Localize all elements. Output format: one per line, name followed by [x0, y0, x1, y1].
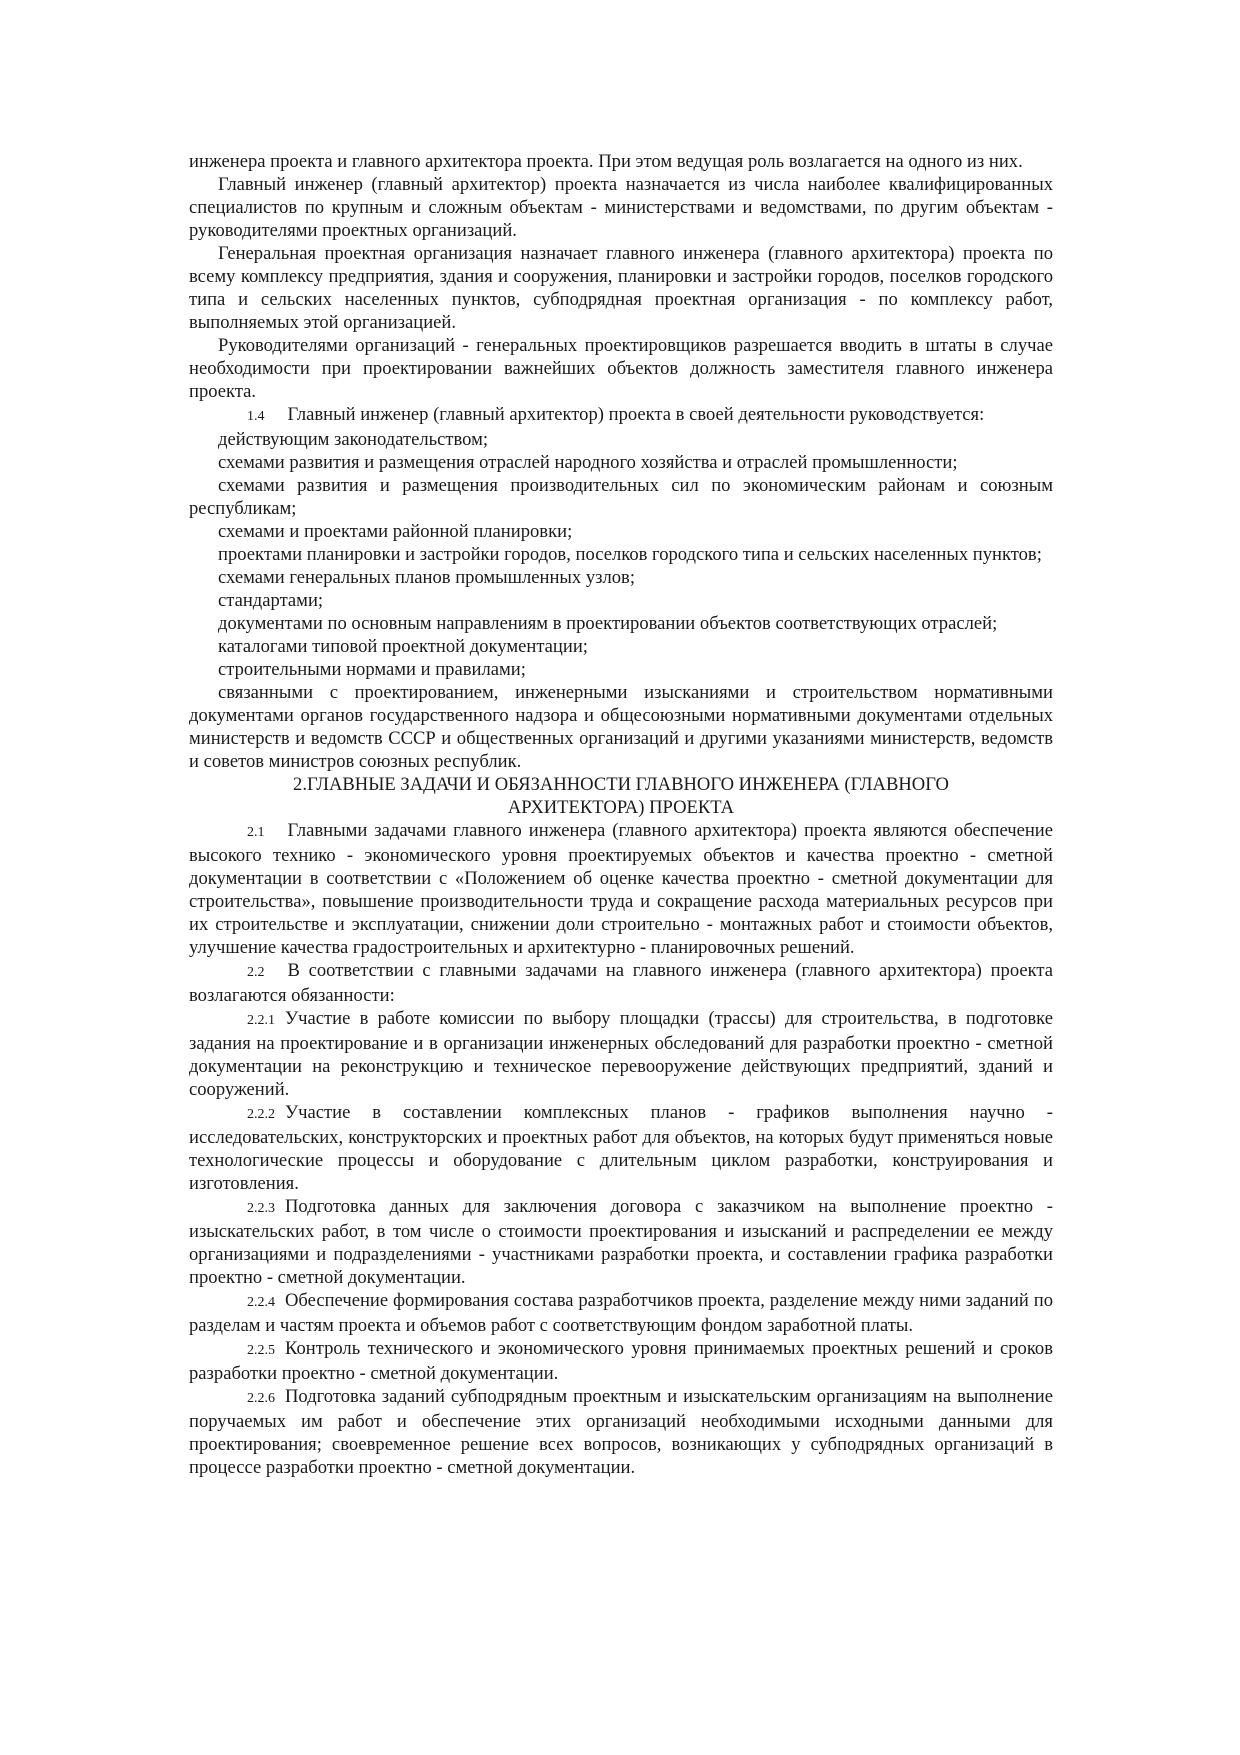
guided-by-item: схемами развития и размещения производительных сил по экономическим районам и союзным республикам;: [189, 475, 1053, 519]
clause-2-2-4: [189, 1289, 1053, 1337]
clause-number: 2.2: [247, 965, 265, 980]
clause-text: Участие в составлении комплексных планов - графиков выполнения научно - исследовательских, конструкторских и проектных работ для объектов, на которых будут применяться новые технологические процессы и оборудование с длительным циклом разработки, конструирования и изготовления.: [189, 1102, 1053, 1194]
clause-number: 2.2.4: [247, 1295, 275, 1310]
clause-text: В соответствии с главными задачами на главного инженера (главного архитектора) проекта возлагаются обязанности:: [189, 960, 1053, 1006]
clause-2-1: [189, 819, 1053, 959]
guided-by-item: связанными с проектированием, инженерными изысканиями и строительством нормативными документами органов государственного надзора и общесоюзными нормативными документами отдельных министерств и ведомств СССР и общественных организаций и другими указаниями министерств, ведомств и советов министров союзных республик.: [189, 682, 1053, 772]
clause-number: 2.2.5: [247, 1343, 275, 1358]
clause-text: Главными задачами главного инженера (главного архитектора) проекта являются обеспечение высокого технико - экономического уровня проектируемых объектов и качества проектно - сметной документации в соответствии с «Положением об оценке качества проектно - сметной документации для строительства», повышение производительности труда и сокращение расхода материальных ресурсов при их строительстве и эксплуатации, снижении доли строительно - монтажных работ и стоимости объектов, улучшение качества градостроительных и архитектурно - планировочных решений.: [189, 820, 1053, 958]
clause-2-2-1: [189, 1007, 1053, 1101]
clause-number: 2.2.3: [247, 1201, 275, 1216]
clause-text: Главный инженер (главный архитектор) проекта в своей деятельности руководствуется:: [287, 404, 985, 425]
clause-number: 2.2.2: [247, 1107, 275, 1122]
guided-by-item: строительными нормами и правилами;: [218, 659, 526, 680]
clause-number: 2.1: [247, 825, 265, 840]
clause-text: Подготовка заданий субподрядным проектным и изыскательским организациям на выполнение поручаемых им работ и обеспечение этих организаций необходимыми исходными данными для проектирования; своевременное решение всех вопросов, возникающих у субподрядных организаций в процессе разработки проектно - сметной документации.: [189, 1386, 1053, 1478]
guided-by-item: стандартами;: [218, 590, 324, 611]
clause-text: Участие в работе комиссии по выбору площадки (трассы) для строительства, в подготовке задания на проектирование и в организации инженерных обследований для разработки проектно - сметной документации на реконструкцию и техническое перевооружение действующих предприятий, зданий и сооружений.: [189, 1008, 1053, 1100]
clause-number: 1.4: [247, 409, 265, 424]
clause-2-2: [189, 959, 1053, 1007]
section-2-heading: 2.ГЛАВНЫЕ ЗАДАЧИ И ОБЯЗАННОСТИ ГЛАВНОГО ИНЖЕНЕРА (ГЛАВНОГО АРХИТЕКТОРА) ПРОЕКТА: [293, 774, 949, 818]
clause-number: 2.2.1: [247, 1013, 275, 1028]
guided-by-item: схемами и проектами районной планировки;: [218, 521, 573, 542]
guided-by-item: проектами планировки и застройки городов, поселков городского типа и сельских населенных пунктов;: [218, 544, 1042, 565]
clause-text: Обеспечение формирования состава разработчиков проекта, разделение между ними заданий по разделам и частям проекта и объемов работ с соответствующим фондом заработной платы.: [189, 1290, 1053, 1336]
guided-by-item: действующим законодательством;: [218, 429, 489, 450]
clause-2-2-6: [189, 1385, 1053, 1479]
guided-by-item: схемами развития и размещения отраслей народного хозяйства и отраслей промышленности;: [218, 452, 958, 473]
clause-1-4: [189, 403, 1053, 428]
clause-2-2-5: [189, 1337, 1053, 1385]
clause-text: Подготовка данных для заключения договора с заказчиком на выполнение проектно - изыскательских работ, в том числе о стоимости проектирования и изысканий и распределении ее между организациями и подразделениями - участниками разработки проекта, и составлении графика разработки проектно - сметной документации.: [189, 1196, 1053, 1288]
paragraph-appointment: Главный инженер (главный архитектор) проекта назначается из числа наиболее квалифицированных специалистов по крупным и сложным объектам - министерствами и ведомствами, по другим объектам - руководителями проектных организаций.: [189, 174, 1053, 241]
guided-by-item: документами по основным направлениям в проектировании объектов соответствующих отраслей;: [218, 613, 998, 634]
clause-2-2-2: [189, 1101, 1053, 1195]
paragraph-general-organization: Генеральная проектная организация назначает главного инженера (главного архитектора) проекта по всему комплексу предприятия, здания и сооружения, планировки и застройки городов, поселков городского типа и сельских населенных пунктов, субподрядная проектная организация - по комплексу работ, выполняемых этой организацией.: [189, 243, 1053, 333]
clause-number: 2.2.6: [247, 1391, 275, 1406]
guided-by-item: каталогами типовой проектной документации;: [218, 636, 588, 657]
guided-by-item: схемами генеральных планов промышленных узлов;: [218, 567, 636, 588]
paragraph-deputy: Руководителями организаций - генеральных проектировщиков разрешается вводить в штаты в случае необходимости при проектировании важнейших объектов должность заместителя главного инженера проекта.: [189, 335, 1053, 402]
clause-2-2-3: [189, 1195, 1053, 1289]
clause-text: Контроль технического и экономического уровня принимаемых проектных решений и сроков разработки проектно - сметной документации.: [189, 1338, 1053, 1384]
paragraph-continued: инженера проекта и главного архитектора проекта. При этом ведущая роль возлагается на одного из них.: [189, 151, 1023, 172]
document-page: [189, 150, 1053, 1479]
